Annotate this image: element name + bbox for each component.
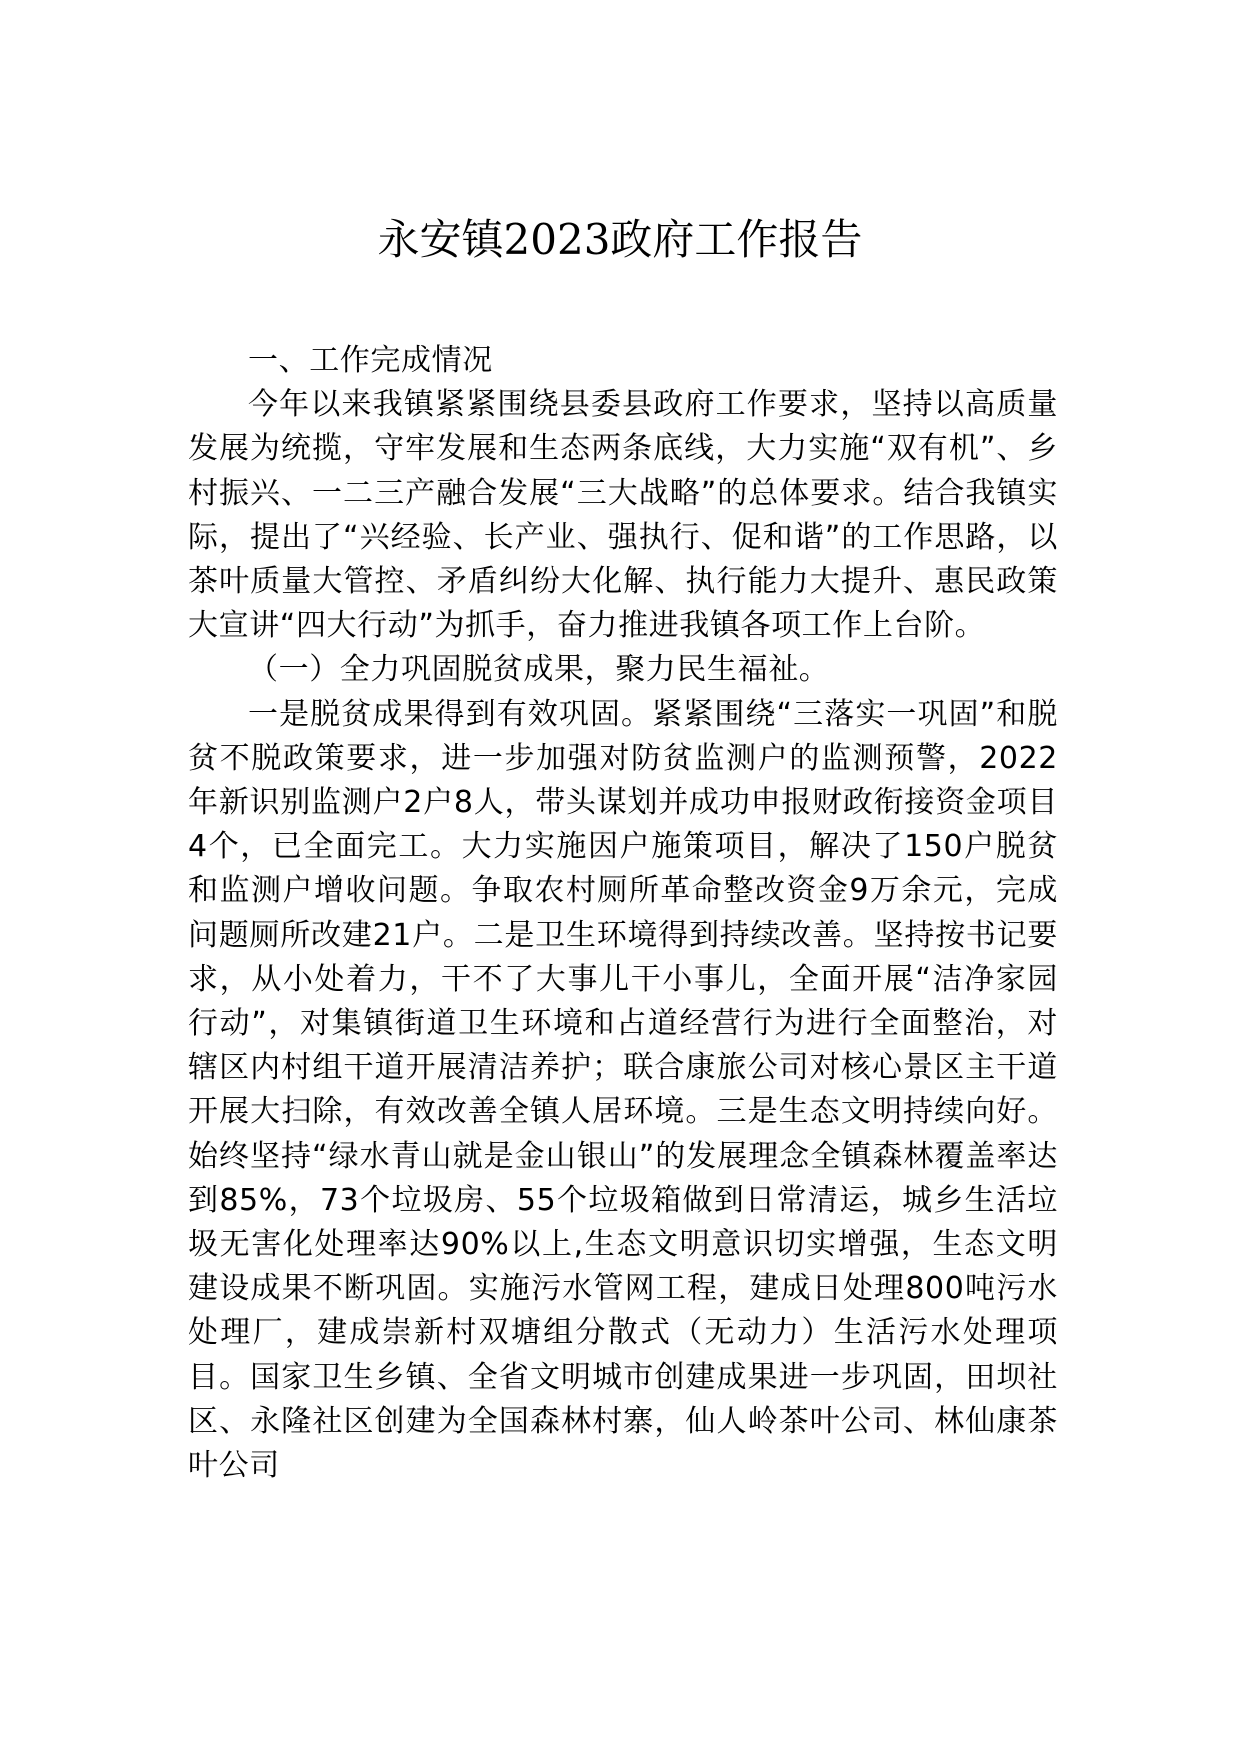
intro-paragraph: 今年以来我镇紧紧围绕县委县政府工作要求，坚持以高质量发展为统揽，守牢发展和生态两条底线，大力实施“双有机”、乡村振兴、一二三产融合发展“三大战略”的总体要求。结合我镇实际，提出了“兴经验、长产业、强执行、促和谐”的工作思路，以茶叶质量大管控、矛盾纠纷大化解、执行能力大提升、惠民政策大宣讲“四大行动”为抓手，奋力推进我镇各项工作上台阶。 bbox=[188, 387, 1058, 644]
section-heading: 一、工作完成情况 bbox=[248, 343, 493, 378]
subsection-heading: （一）全力巩固脱贫成果，聚力民生福祉。 bbox=[248, 652, 830, 688]
document-title: 永安镇2023政府工作报告 bbox=[377, 215, 863, 264]
document-body bbox=[188, 339, 1058, 1488]
subsection-paragraph: 一是脱贫成果得到有效巩固。紧紧围绕“三落实一巩固”和脱贫不脱政策要求，进一步加强对防贫监测户的监测预警，2022年新识别监测户2户8人，带头谋划并成功申报财政衔接资金项目4个，已全面完工。大力实施因户施策项目，解决了150户脱贫和监测户增收问题。争取农村厕所革命整改资金9万余元，完成问题厕所改建21户。二是卫生环境得到持续改善。坚持按书记要求，从小处着力，干不了大事儿干小事儿，全面开展“洁净家园行动”，对集镇街道卫生环境和占道经营行为进行全面整治，对辖区内村组干道开展清洁养护；联合康旅公司对核心景区主干道开展大扫除，有效改善全镇人居环境。三是生态文明持续向好。始终坚持“绿水青山就是金山银山”的发展理念全镇森林覆盖率达到85%，73个垃圾房、55个垃圾箱做到日常清运，城乡生活垃圾无害化处理率达90%以上,生态文明意识切实增强，生态文明建设成果不断巩固。实施污水管网工程，建成日处理800吨污水处理厂，建成崇新村双塘组分散式（无动力）生活污水处理项目。国家卫生乡镇、全省文明城市创建成果进一步巩固，田坝社区、永隆社区创建为全国森林村寨，仙人岭茶叶公司、林仙康茶叶公司 bbox=[188, 696, 1058, 1484]
